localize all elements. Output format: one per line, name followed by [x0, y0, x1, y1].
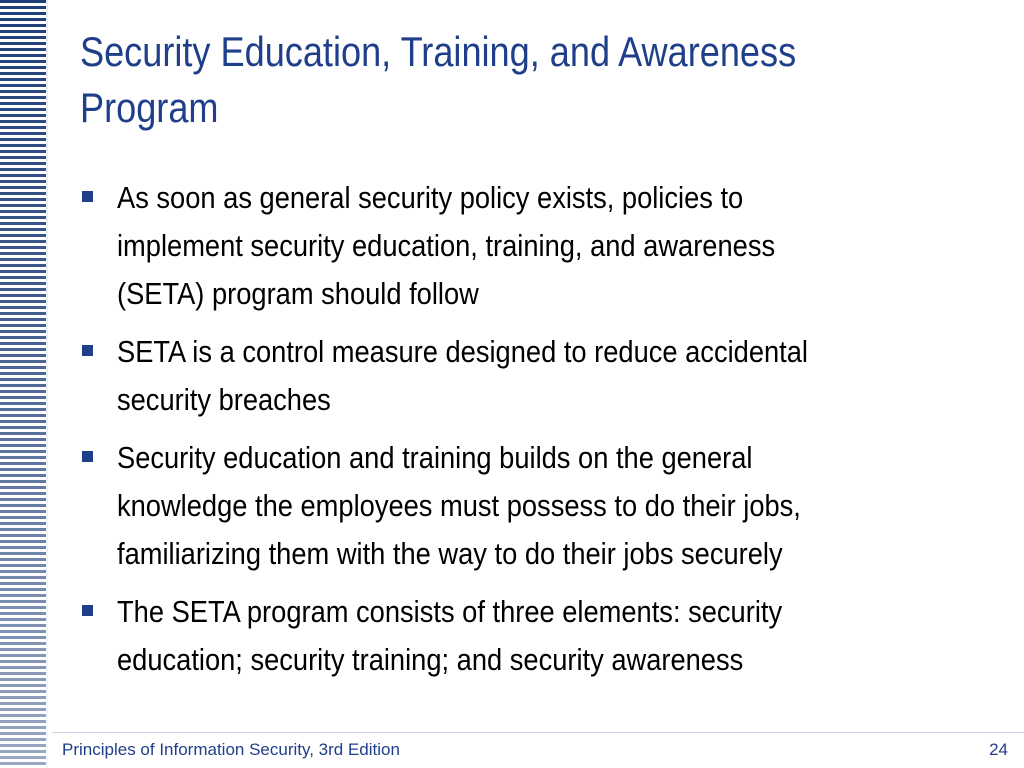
bullet-text [117, 328, 944, 424]
bullet-line: As soon as general security policy exists, policies to [117, 180, 744, 215]
bullet-item-3 [80, 434, 970, 578]
square-bullet-icon [82, 605, 93, 616]
footer-text: Principles of Information Security, 3rd Edition [62, 740, 400, 759]
bullet-list [80, 174, 970, 694]
bullet-line: SETA is a control measure designed to reduce accidental [117, 334, 808, 369]
bullet-text [117, 588, 944, 684]
bullet-line: Security education and training builds on the general [117, 440, 753, 475]
bullet-line: security breaches [117, 382, 331, 417]
slide-title-line-1: Security Education, Training, and Awareness [80, 28, 797, 75]
page-number: 24 [989, 740, 1008, 759]
bullet-line: implement security education, training, and awareness [117, 228, 776, 263]
bullet-line: education; security training; and security awareness [117, 642, 744, 677]
bullet-item-2 [80, 328, 970, 424]
square-bullet-icon [82, 345, 93, 356]
bullet-text [117, 174, 944, 318]
bullet-item-1 [80, 174, 970, 318]
bullet-line: (SETA) program should follow [117, 276, 479, 311]
bullet-line: familiarizing them with the way to do their jobs securely [117, 536, 783, 571]
slide-title [80, 24, 854, 136]
footer-divider [52, 732, 1024, 733]
square-bullet-icon [82, 451, 93, 462]
decorative-stripes [0, 0, 48, 768]
slide-title-line-2: Program [80, 84, 219, 131]
bullet-text [117, 434, 944, 578]
square-bullet-icon [82, 191, 93, 202]
bullet-line: knowledge the employees must possess to do their jobs, [117, 488, 801, 523]
bullet-line: The SETA program consists of three elements: security [117, 594, 783, 629]
bullet-item-4 [80, 588, 970, 684]
